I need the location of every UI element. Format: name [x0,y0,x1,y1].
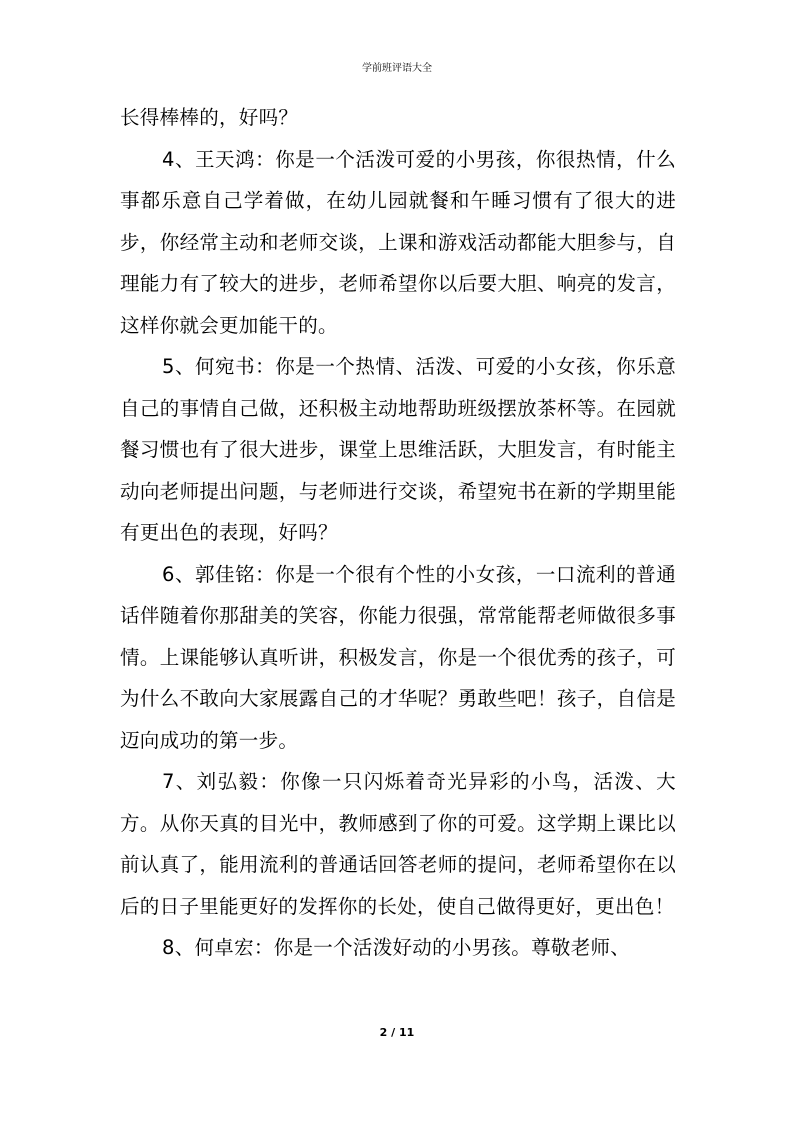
page-footer [0,1025,794,1041]
paragraph-comment-7: 7、刘弘毅：你像一只闪烁着奇光异彩的小鸟，活泼、大方。从你天真的目光中，教师感到了你的可爱。这学期上课比以前认真了，能用流利的普通话回答老师的提问，老师希望你在以后的日子里能更好的发挥你的长处，使自己做得更好，更出色！ [120,770,676,918]
page-number: 2 / 11 [379,1026,415,1039]
paragraph-comment-6: 6、郭佳铭：你是一个很有个性的小女孩，一口流利的普通话伴随着你那甜美的笑容，你能力很强，常常能帮老师做很多事情。上课能够认真听讲，积极发言，你是一个很优秀的孩子，可为什么不敢向大家展露自己的才华呢？勇敢些吧！孩子，自信是迈向成功的第一步。 [120,562,676,752]
document-body [120,97,676,969]
paragraph-continuation: 长得棒棒的，好吗？ [120,106,299,129]
page-header [0,62,794,76]
paragraph-comment-5: 5、何宛书：你是一个热情、活泼、可爱的小女孩，你乐意自己的事情自己做，还积极主动地帮助班级摆放茶杯等。在园就餐习惯也有了很大进步，课堂上思维活跃，大胆发言，有时能主动向老师提出问题，与老师进行交谈，希望宛书在新的学期里能有更出色的表现，好吗？ [120,355,676,544]
paragraph-comment-8: 8、何卓宏：你是一个活泼好动的小男孩。尊敬老师、 [162,936,631,959]
paragraph-comment-4: 4、王天鸿：你是一个活泼可爱的小男孩，你很热情，什么事都乐意自己学着做，在幼儿园就餐和午睡习惯有了很大的进步，你经常主动和老师交谈，上课和游戏活动都能大胆参与，自理能力有了较大的进步，老师希望你以后要大胆、响亮的发言，这样你就会更加能干的。 [120,147,676,337]
document-title: 学前班评语大全 [362,63,432,74]
